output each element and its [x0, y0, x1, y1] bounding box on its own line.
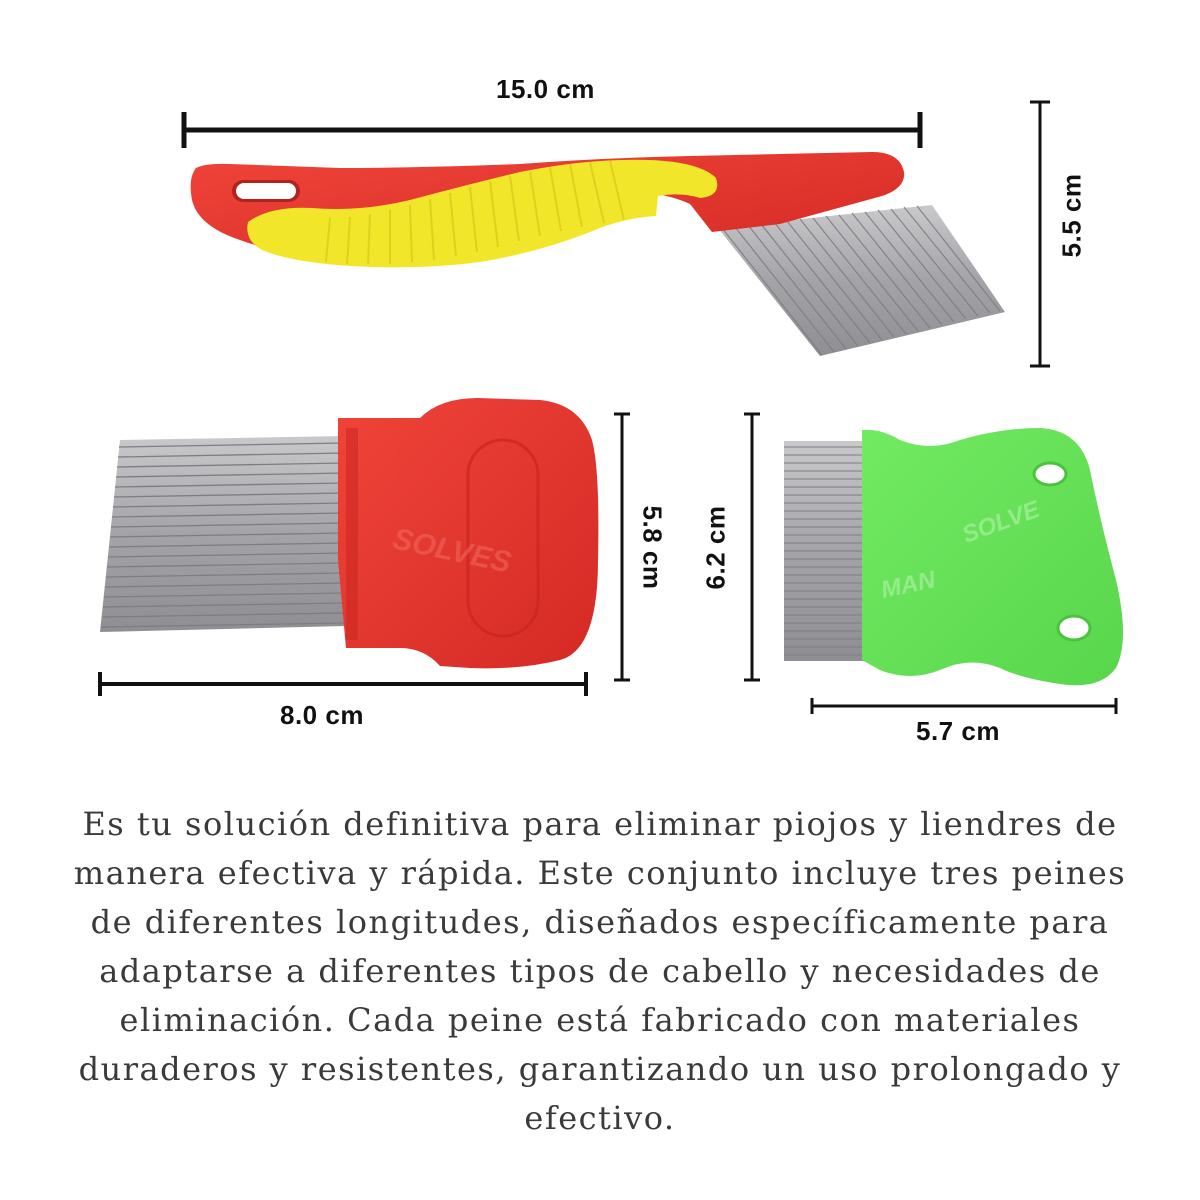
- green-comb-teeth: [784, 441, 868, 661]
- red-comb-watermark: SOLVES: [389, 522, 515, 580]
- large-comb-teeth: [718, 205, 1005, 356]
- large-comb-height-label: 5.5 cm: [1056, 173, 1087, 258]
- green-comb-height-label: 6.2 cm: [700, 505, 731, 590]
- red-comb: [100, 398, 630, 696]
- large-comb-width-dimension-line: [184, 112, 920, 148]
- red-comb-width-label: 8.0 cm: [280, 700, 364, 730]
- green-comb-width-label: 5.7 cm: [916, 716, 1000, 746]
- green-comb-width-dimension-line: [812, 698, 1116, 714]
- large-comb: [184, 102, 1050, 366]
- product-description: Es tu solución definitiva para eliminar piojos y liendres de manera efectiva y rápida. Este conjunto incluye tres peines de diferentes longitudes, diseñados específicamente para adaptarse a diferentes tipos de cabello y necesidades de eliminación. Cada peine está fabricado con materiales duraderos y resistentes, garantizando un uso prolongado y efectivo.: [73, 805, 1127, 1137]
- green-comb-watermark-right: SOLVE: [958, 495, 1044, 549]
- green-comb-height-dimension-line: [744, 414, 760, 680]
- large-comb-height-dimension-line: [1030, 102, 1050, 366]
- red-comb-height-label: 5.8 cm: [637, 505, 668, 590]
- green-comb-hole-bottom: [1058, 616, 1090, 640]
- red-comb-height-dimension-line: [614, 414, 630, 680]
- large-comb-width-label: 15.0 cm: [496, 74, 595, 104]
- red-comb-teeth: [100, 436, 345, 632]
- green-comb-body: [862, 428, 1123, 685]
- green-comb-hole-top: [1034, 463, 1066, 485]
- green-comb: [744, 414, 1123, 714]
- red-comb-width-dimension-line: [100, 672, 586, 696]
- green-comb-watermark-left: MAN: [878, 566, 938, 604]
